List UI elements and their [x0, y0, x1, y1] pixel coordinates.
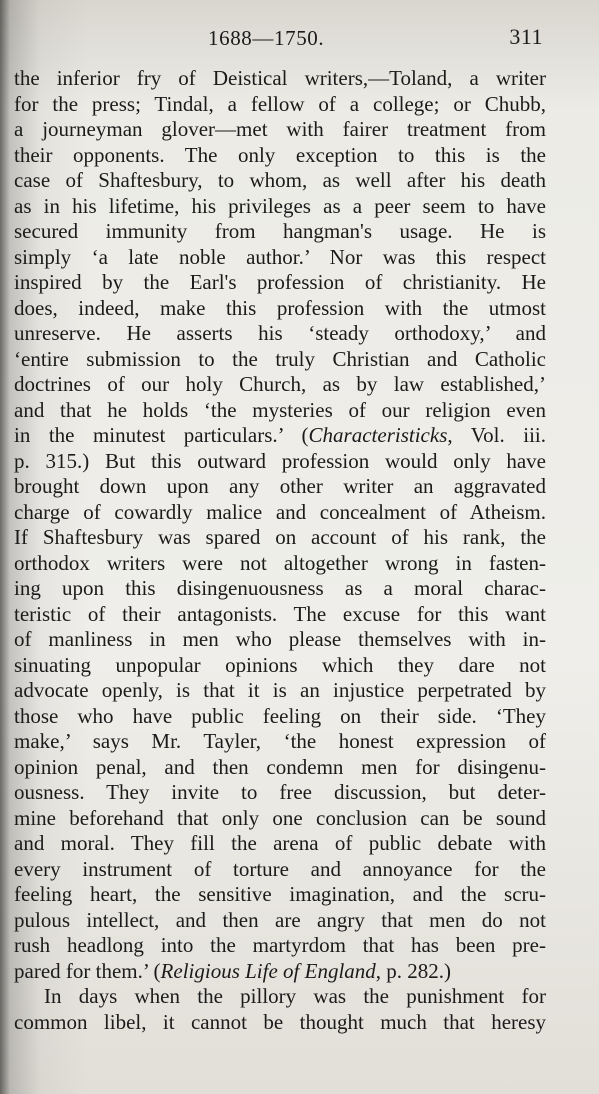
body-text — [14, 66, 546, 1035]
text-line: and moral. They fill the arena of public debate with — [14, 831, 546, 855]
cited-title: Religious Life of England — [160, 958, 376, 983]
text-line: ousness. They invite to free discussion, but deter- — [14, 780, 546, 804]
text-line: as in his lifetime, his privileges as a peer seem to have — [14, 193, 546, 218]
text-line: ing upon this disingenuousness as a moral charac- — [14, 576, 546, 600]
text-line: for the press; Tindal, a fellow of a college; or Chubb, — [14, 91, 546, 116]
cited-title: Characteristicks — [308, 423, 448, 447]
text-line: simply ‘a late noble author.’ Nor was this respect — [14, 244, 546, 269]
text-line: and that he holds ‘the mysteries of our religion even — [14, 397, 546, 422]
text-line: opinion penal, and then condemn men for disingenu- — [14, 754, 546, 779]
text-line: mine beforehand that only one conclusion can be sound — [14, 805, 546, 830]
running-head: 1688—1750. — [208, 26, 325, 50]
text-line: advocate openly, is that it is an injustice perpetrated by — [14, 678, 546, 702]
text-line: ‘entire submission to the truly Christian and Catholic — [14, 346, 546, 371]
text-line: pulous intellect, and then are angry that men do not — [14, 907, 546, 932]
text-line: If Shaftesbury was spared on account of his rank, the — [14, 525, 546, 549]
text-line: every instrument of torture and annoyance for the — [14, 856, 546, 881]
text-line: case of Shaftesbury, to whom, as well after his death — [14, 168, 546, 192]
text-line: pared for them.’ (Religious Life of England, p. 282.) — [14, 958, 452, 983]
text-line: the inferior fry of Deistical writers,—Toland, a writer — [14, 66, 546, 90]
text-line: secured immunity from hangman's usage. He is — [14, 219, 546, 243]
text-line: does, indeed, make this profession with the utmost — [14, 295, 546, 320]
text-line: unreserve. He asserts his ‘steady orthodoxy,’ and — [14, 321, 546, 345]
text-line: rush headlong into the martyrdom that has been pre- — [14, 933, 546, 957]
text-line: their opponents. The only exception to this is the — [14, 142, 546, 167]
text-line: In days when the pillory was the punishment for — [44, 984, 546, 1008]
text-line: a journeyman glover—met with fairer treatment from — [14, 117, 546, 141]
text-line: those who have public feeling on their side. ‘They — [14, 703, 546, 728]
text-line: teristic of their antagonists. The excuse for this want — [14, 601, 546, 626]
text-line: inspired by the Earl's profession of christianity. He — [14, 270, 546, 294]
text-line: of manliness in men who please themselves with in- — [14, 627, 546, 651]
page-header — [0, 24, 599, 54]
text-line: feeling heart, the sensitive imagination, and the scru- — [14, 882, 546, 906]
text-line: common libel, it cannot be thought much that heresy — [14, 1009, 546, 1034]
text-line: charge of cowardly malice and concealment of Atheism. — [14, 499, 546, 524]
text-line: brought down upon any other writer an aggravated — [14, 474, 546, 498]
text-line: orthodox writers were not altogether wrong in fasten- — [14, 550, 546, 575]
text-line: in the minutest particulars.’ (Characteristicks, Vol. iii. — [14, 423, 546, 447]
page-number: 311 — [509, 24, 543, 49]
text-line: doctrines of our holy Church, as by law established,’ — [14, 372, 546, 396]
text-line: sinuating unpopular opinions which they dare not — [14, 652, 546, 677]
text-line: make,’ says Mr. Tayler, ‘the honest expression of — [14, 729, 546, 753]
text-line: p. 315.) But this outward profession would only have — [14, 448, 546, 473]
